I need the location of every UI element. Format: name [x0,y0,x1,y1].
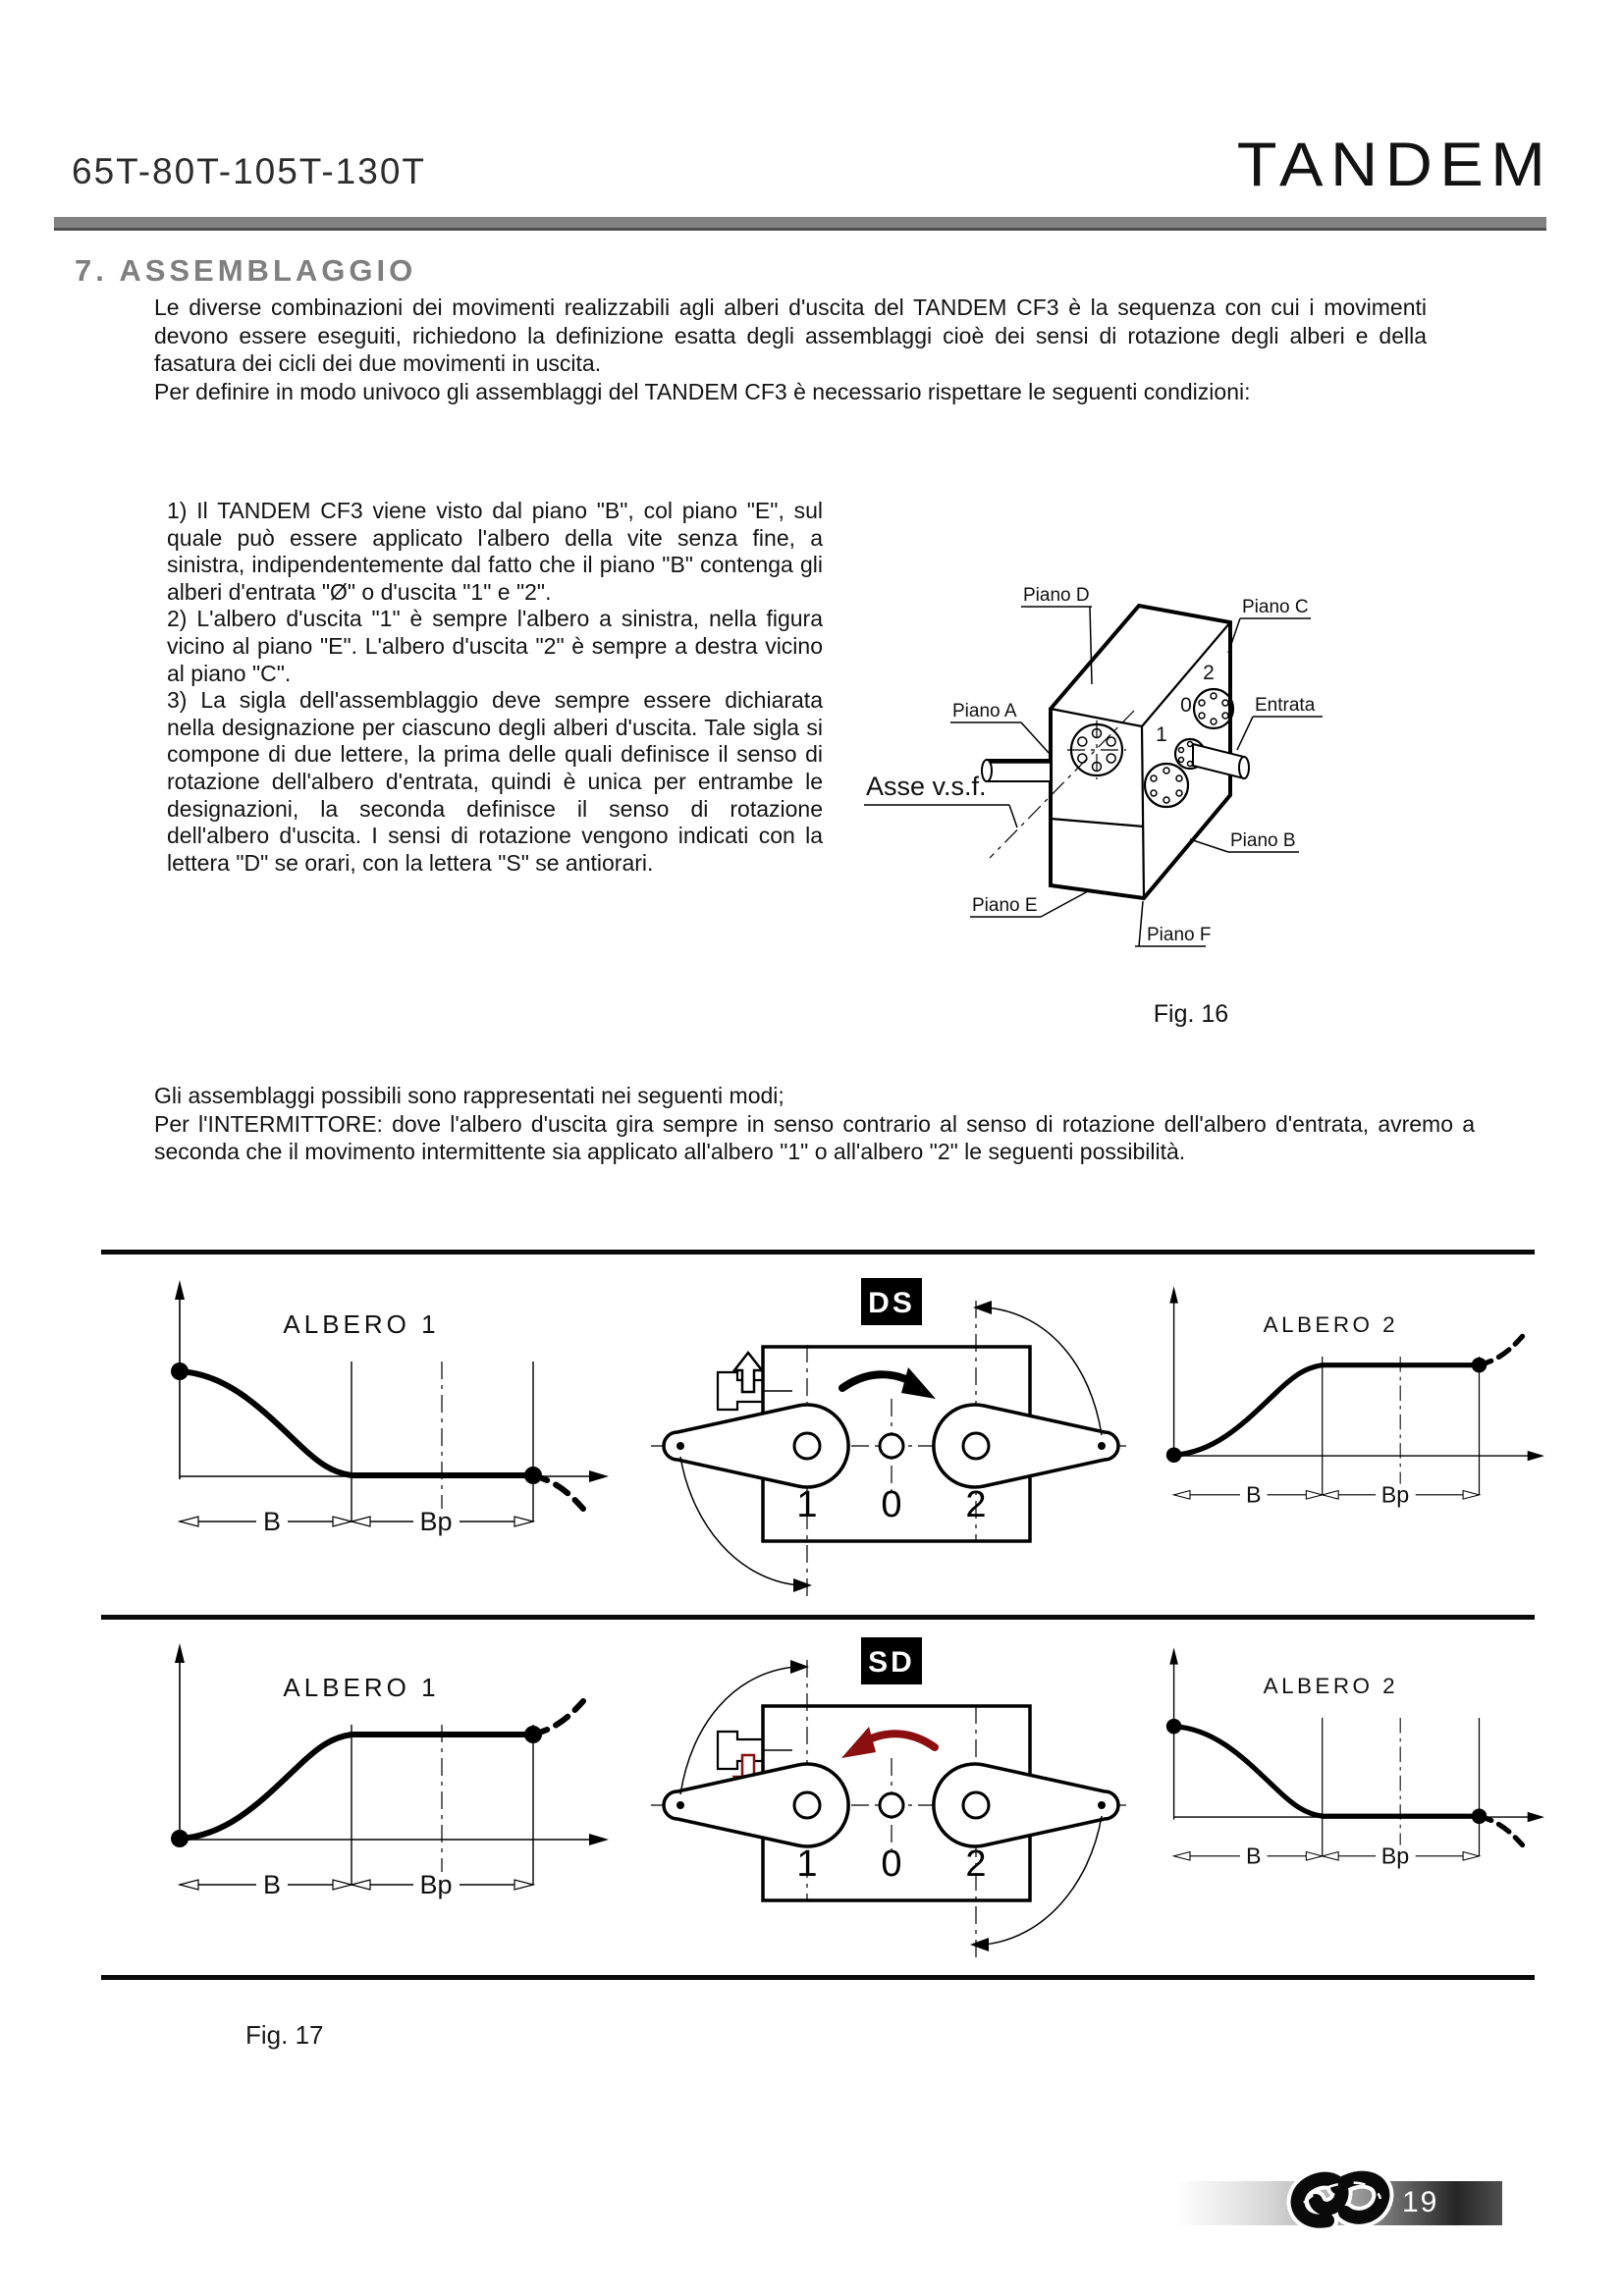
dim-b-label: B [262,1870,282,1899]
dim-bp-label: Bp [1380,1481,1410,1508]
row1-left-chart-title: ALBERO 1 [283,1309,440,1339]
row2-left-chart-title: ALBERO 1 [283,1673,440,1702]
input-shaft-circle [880,1793,903,1817]
intro-paragraph-2: Per definire in modo univoco gli assemblaggi del TANDEM CF3 è necessario rispettare le seguenti condizioni: [154,378,1251,404]
row1-shaft2-number: 2 [965,1484,987,1525]
dim-b-label: B [1245,1842,1262,1869]
brand-title: TANDEM [1236,131,1552,199]
middle-paragraph-2: Per l'INTERMITTORE: dove l'albero d'uscita gira sempre in senso contrario al senso di rotazione dell'albero d'entrata, avremo a seconda che il movimento intermittente sia applicato all'albero "1" o all'albero "2" le seguenti possibilità. [154,1110,1475,1164]
header-rule-bar [54,217,1546,231]
dim-b-label: B [262,1507,282,1536]
row1-albero1-motion-chart [126,1268,617,1592]
label-piano-d: Piano D [1023,585,1090,606]
row1-intermittore-mechanism-ds [643,1268,1134,1627]
intro-block [154,294,1427,405]
label-piano-a: Piano A [952,701,1017,721]
right-lever [934,1405,1118,1487]
ds-badge-label: DS [868,1287,915,1319]
dim-bp-label: Bp [419,1870,453,1899]
label-entrata: Entrata [1255,695,1316,716]
section-title: 7. ASSEMBLAGGIO [75,253,417,288]
key-bracket-icon [718,1372,763,1410]
row2-albero2-motion-chart [1127,1637,1551,1917]
label-piano-b: Piano B [1230,830,1296,851]
row1-albero2-motion-chart [1127,1276,1551,1556]
label-piano-f: Piano F [1147,925,1212,945]
intro-paragraph-1: Le diverse combinazioni dei movimenti realizzabili agli alberi d'uscita del TANDEM CF3 è la sequenza con cui i movimenti devono essere eseguiti, richiedono la definizione esatta degli assemblaggi cioè dei sensi di rotazione degli alberi e della fasatura dei cicli dei due movimenti in uscita. [154,294,1427,376]
row2-albero1-motion-chart [126,1631,617,1955]
key-bracket-icon [718,1732,763,1769]
dim-b-label: B [1245,1481,1262,1508]
sd-badge-label: SD [868,1646,915,1679]
label-piano-e: Piano E [972,895,1038,916]
row2-intermittore-mechanism-sd [643,1628,1134,1986]
fig16-shaft-0-label: 0 [1180,694,1192,717]
row1-right-chart-title: ALBERO 2 [1263,1312,1399,1337]
condition-item-1: 1) Il TANDEM CF3 viene visto dal piano "B", col piano "E", sul quale può essere applicato l'albero della vite senza fine, a sinistra, indipendentemente dal fatto che il piano "B" contenga gli alberi d'entrata "Ø" o d'uscita "1" e "2". [167,498,823,605]
up-arrow-icon [734,1353,762,1392]
conditions-list [167,498,823,877]
model-range-title: 65T-80T-105T-130T [72,151,427,191]
condition-item-3: 3) La sigla dell'assemblaggio deve sempre essere dichiarata nella designazione per ciascuno degli alberi d'uscita. Tale sigla si compone di due lettere, la prima delle quali definisce il senso di rotazione dell'albero d'entrata, quindi è unica per entrambe le designazioni, la seconda definisce il senso di rotazione dell'albero d'uscita. I sensi di rotazione vengono indicati con la lettera "D" se orari, con la lettera "S" se antiorari. [167,687,823,876]
page-number: 19 [1402,2186,1439,2218]
row2-shaft2-number: 2 [965,1843,987,1885]
fig16-caption: Fig. 16 [1153,1000,1229,1028]
fig16-shaft-2-label: 2 [1203,662,1215,684]
row2-shaft0-number: 0 [881,1843,902,1885]
condition-item-2: 2) L'albero d'uscita "1" è sempre l'albero a sinistra, nella figura vicino al piano "E". L'albero d'uscita "2" è sempre a destra vicino al piano "C". [167,606,823,686]
row1-shaft1-number: 1 [796,1484,818,1525]
fig16-shaft-1-label: 1 [1156,723,1167,746]
brand-logo-knot-icon [1276,2158,1404,2244]
middle-block [154,1082,1475,1166]
middle-paragraph-1: Gli assemblaggi possibili sono rappresentati nei seguenti modi; [154,1083,784,1108]
fig17-caption: Fig. 17 [245,2020,324,2050]
row1-shaft0-number: 0 [881,1484,902,1525]
fig16-gearbox-isometric-diagram [835,542,1522,1033]
row2-shaft1-number: 1 [796,1843,818,1885]
label-asse-vsf: Asse v.s.f. [866,772,987,801]
label-piano-c: Piano C [1242,597,1309,617]
fig17-top-rule [101,1250,1535,1255]
input-shaft-circle [880,1434,903,1458]
dim-bp-label: Bp [419,1507,453,1536]
dim-bp-label: Bp [1380,1842,1410,1869]
right-lever [934,1764,1118,1846]
row2-right-chart-title: ALBERO 2 [1263,1674,1399,1698]
